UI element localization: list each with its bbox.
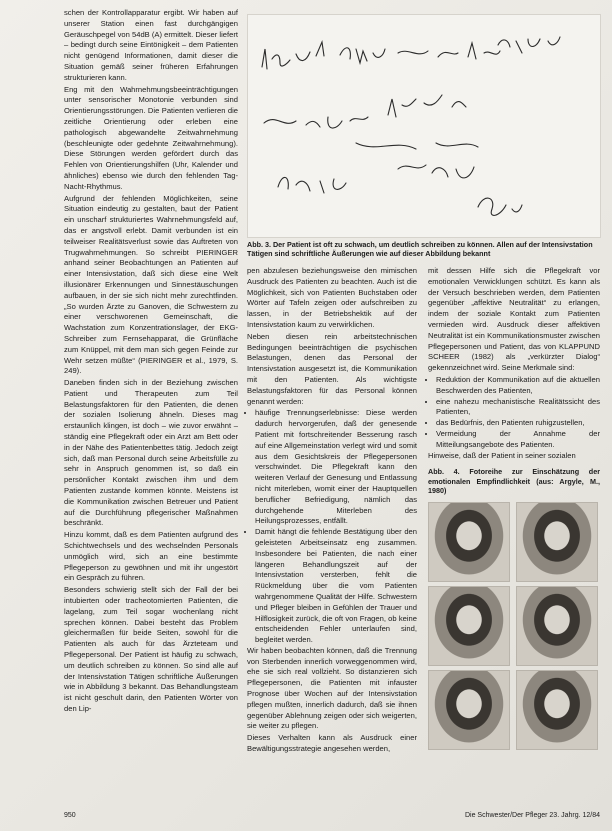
- portrait-photo: [516, 670, 598, 750]
- paragraph: Aufgrund der fehlenden Möglichkeiten, seine Situation eindeutig zu gestalten, baut der Patient ein unscharf strukturiertes Wahrnehmungsfeld auf, das er angstvoll erlebt. Damit verbunden ist ein teilweiser Realitätsverlust sowie das Auftreten von Trugwahrnehmungen. So schreibt PIERINGER anhand seiner Beobachtungen an Patienten auf einer Intensivstation, daß sich diese eine Welt illusionärer Erkennungen und Sinnestäuschungen aufbauen, in der sie sich nicht mehr zurechtfinden. „So wurden Ärzte zu Ganoven, die Schwestern zu einer verschworenen Gemeinschaft, die Wachstation zum Konzentrationslager, der EKG-Schreiber zum Fernsehapparat, die Grünfläche zum Knüppel, mit dem man sich gegen Feinde zur Wehr setzen müßte“ (PIERINGER et al., 1979, S. 249).: [64, 193, 238, 376]
- paragraph: schen der Kontrollapparatur ergibt. Wir haben auf unserer Station einen fast durchgängigen Geräuschpegel von 54dB (A) ermittelt. Dieser liefert – bedingt durch seine Eintönigkeit – dem Patienten nicht genügend Informationen, damit dieser die Situation gemäß seiner früheren Erfahrungen strukturieren kann.: [64, 8, 238, 82]
- burden-list: [247, 408, 417, 646]
- paragraph: Wir haben beobachten können, daß die Trennung von Sterbenden innerlich vorweggenommen wird, ehe sie sich real vollzieht. So distanzieren sich Pflegepersonen, die Patienten mit infauster Prognose über Wochen auf der Intensivstation pflegen mußten, innerlich dadurch, daß sie ihnen gegenüber Ablehnung zeigen oder sich weigerten, sie weiter zu pflegen.: [247, 645, 417, 731]
- portrait-photo: [428, 502, 510, 582]
- paragraph: Hinweise, daß der Patient in seiner sozialen: [428, 450, 576, 460]
- paragraph: Eng mit den Wahrnehmungsbeeinträchtigungen unter sensorischer Monotonie verbunden sind Orientierungsstörungen. Die Patienten verlieren die zeitliche Orientierung oder erleben eine pathologisch abgewandelte Zeitwahrnehmung (beschleunigte oder gedehnte Zeitwahrnehmung). Diese Störungen werden gefördert durch das Fehlen von Orientierungshilfen (Uhr, Kalender und ähnliches) ebenso wie durch den fehlenden Tag-Nacht-Rhythmus.: [64, 84, 238, 191]
- paragraph: Hinzu kommt, daß es dem Patienten aufgrund des Schichtwechsels und des wechselnden Personals unmöglich wird, sich an eine bestimmte Pflegeperson zu gewöhnen und mit ihr ungestört ein Gespräch zu führen.: [64, 530, 238, 583]
- portrait-photo: [516, 502, 598, 582]
- paragraph: Besonders schwierig stellt sich der Fall der bei intubierten oder tracheotomierten Patienten, die lagelang, zum Teil sogar wochenlang nicht sprechen können. Dabei besteht das Problem gleichermaßen für beide Seiten, sowohl für die Patienten als auch für das Ärzteteam und Pflegepersonal. Der Patient ist häufig zu schwach, um deutlich schreiben zu können. So sind alle auf der Intensivstation Tätigen schriftliche Äußerungen wie in Abbildung 3 bekannt. Das Behandlungsteam ist nicht geschult darin, den Patienten Wörter von den Lip-: [64, 585, 238, 713]
- handwriting-scribble: [248, 15, 600, 237]
- column-1: [64, 8, 238, 716]
- figure-3-handwriting: [247, 14, 601, 238]
- list-item: • Damit hängt die fehlende Bestätigung über den geleisteten Arbeitseinsatz eng zusammen. Insbesondere bei Patienten, die nach einer längeren Behandlungszeit auf der Intensivstation versterben, fehlt die Rückmeldung über die vom Patienten wahrgenommene Qualität der Hilfe. Schwestern und Pfleger bleiben in Gefühlen der Trauer und Hilflosigkeit zurück, die oft von Fragen, ob keine entscheidenden Fehler unterlaufen sind, begleitet werden.: [255, 527, 417, 646]
- portrait-photo: [428, 670, 510, 750]
- journal-footer: Die Schwester/Der Pfleger 23. Jahrg. 12/84: [464, 812, 600, 819]
- figure-3-caption: Abb. 3. Der Patient ist oft zu schwach, um deutlich schreiben zu können. Allen auf der Intensivstation Tätigen sind schriftliche Äußerungen wie auf dieser Abbildung bekannt: [247, 240, 593, 259]
- paragraph: mit dessen Hilfe sich die Pflegekraft vor emotionalen Verwicklungen schützt. Es kann als der Versuch beschrieben werden, dem Patienten gegenüber „affektive Neutralität“ zu erlangen, indem der soziale Kontakt zum Patienten vermieden wird. Ausdruck dieser affektiven Neutralität ist ein Kommunikationsmuster zwischen Pflegepersonen und Patient, das von KLAPPUND SCHEER (1982) als „verkürzter Dialog“ gekennzeichnet wird. Seine Merkmale sind:: [428, 266, 600, 373]
- column-2: [247, 266, 417, 756]
- paragraph: Dieses Verhalten kann als Ausdruck einer Bewältigungsstrategie angesehen werden,: [247, 733, 417, 754]
- figure-4-caption: Abb. 4. Fotoreihe zur Einschätzung der emotionalen Empfindlichkeit (aus: Argyle, M., 1980): [428, 467, 600, 496]
- column-3: [428, 266, 600, 750]
- paragraph: Daneben finden sich in der Beziehung zwischen Patient und Therapeuten zum Teil Belastungsfaktoren für den Patienten, die denen der sozialen Isolierung ähneln. Dieses mag erstaunlich klingen, ist doch – wie zuvor erwähnt – ständig eine Pflegekraft oder ein Arzt am Bett oder in der Nähe des Patientenbettes tätig. Jedoch zeigt sich, daß man Personal durch seine Arbeitsfülle zu sehr in Anspruch genommen ist, so daß ein persönlicher Kontakt zwischen ihm und dem Patienten zustande kommen könnte. Meistens ist die Kommunikation zwischen Betreuer und Patient auf die Durchführung pflegerischer Maßnahmen beschränkt.: [64, 378, 238, 528]
- list-item: • das Bedürfnis, den Patienten ruhigzustellen,: [436, 418, 600, 429]
- portrait-photo: [516, 586, 598, 666]
- list-item: • häufige Trennungserlebnisse: Diese werden dadurch hervorgerufen, daß der genesende Patient mit fortschreitender Besserung rasch auf eine Allgemeinstation verlegt wird und somit aus dem Gesichtskreis der Pflegepersonen verschwindet. Die Pflegekraft kann den weiteren Verlauf der Genesung und Entlassung nicht miterleben, womit einer der Hauptquellen beruflicher Befriedigung, nämlich das durchgehende Miterleben des Heilungsprozesses, entfällt.: [255, 408, 417, 527]
- paragraph: Neben diesen rein arbeitstechnischen Bedingungen beeinträchtigen die psychischen Belastungen, denen das Personal der Intensivstation ausgesetzt ist, die Kommunikation mit den Patienten. Als wichtigste Belastungsfaktoren für das Personal können genannt werden:: [247, 331, 417, 406]
- list-item: • eine nahezu mechanistische Realitätssicht des Patienten,: [436, 397, 600, 419]
- portrait-photo: [428, 586, 510, 666]
- list-item: • Vermeidung der Annahme der Mitteilungsangebote des Patienten.: [436, 429, 600, 451]
- list-item: • Reduktion der Kommunikation auf die aktuellen Beschwerden des Patienten,: [436, 375, 600, 397]
- paragraph: pen abzulesen beziehungsweise den mimischen Ausdruck des Patienten zu beachten. Auch ist die Möglichkeit, sich von Patienten Buchstaben oder Wörter auf Tafeln zeigen oder aufschreiben zu lassen, in der Betriebshektik auf der Intensivstation kaum zu verwirklichen.: [247, 266, 417, 329]
- page-number: 950: [64, 812, 76, 819]
- figure-4-photo-grid: [428, 502, 600, 750]
- dialog-features-list: [428, 375, 600, 451]
